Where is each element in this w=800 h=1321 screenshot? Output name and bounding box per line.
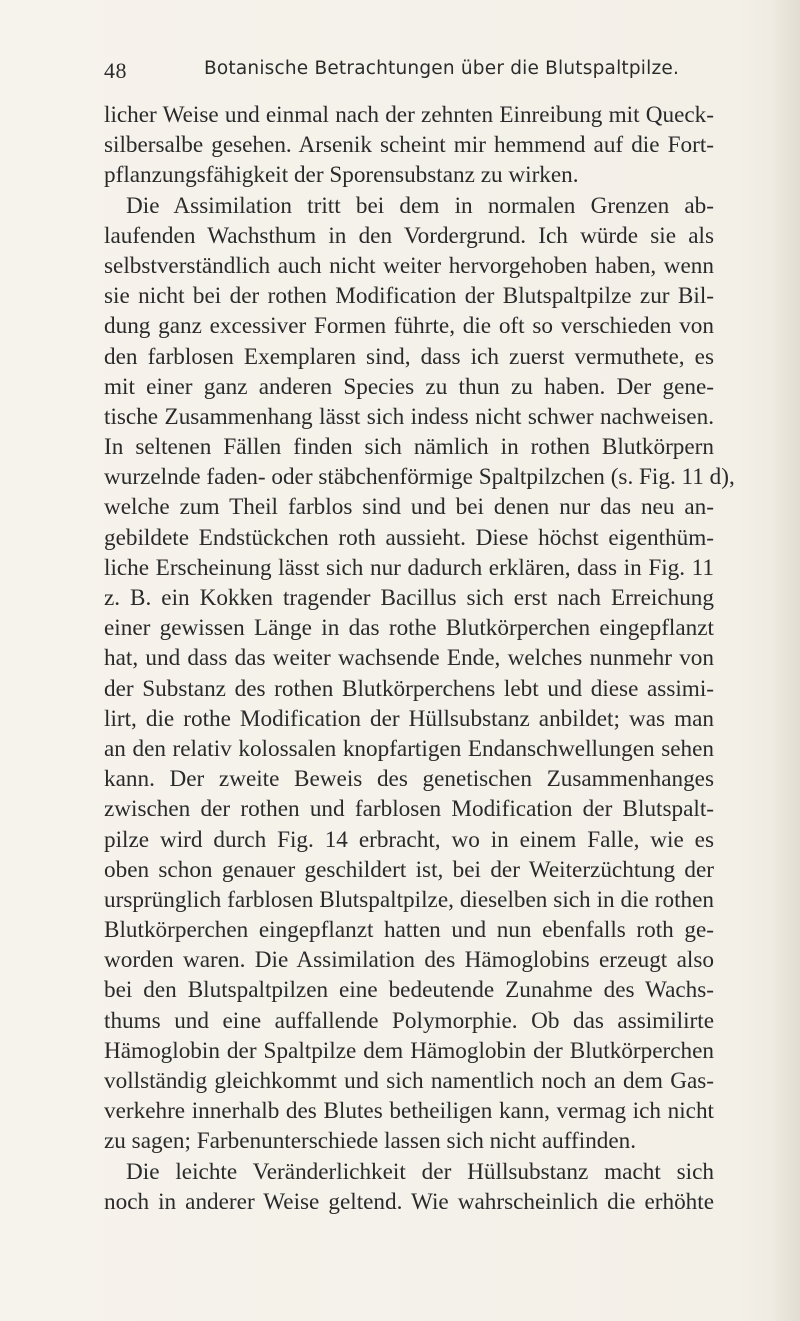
text-line: In seltenen Fällen finden sich nämlich in rothen Blutkörpern: [104, 434, 714, 461]
text-line: z. B. ein Kokken tragender Bacillus sich erst nach Erreichung: [104, 585, 714, 611]
text-line: Die Assimilation tritt bei dem in normalen Grenzen ab-: [126, 192, 714, 219]
text-line: liche Erscheinung lässt sich nur dadurch erklären, dass in Fig. 11: [104, 554, 714, 581]
page-number: 48: [104, 58, 127, 83]
text-line: lirt, die rothe Modification der Hüllsubstanz anbildet; was man: [104, 705, 714, 732]
page-header: [104, 58, 744, 92]
text-line: mit einer ganz anderen Species zu thun zu haben. Der gene-: [104, 373, 714, 400]
text-line: worden waren. Die Assimilation des Hämoglobins erzeugt also: [104, 947, 714, 974]
text-line: Hämoglobin der Spaltpilze dem Hämoglobin der Blutkörperchen: [104, 1037, 714, 1064]
text-line: an den relativ kolossalen knopfartigen Endanschwellungen sehen: [104, 735, 714, 762]
text-line: Blutkörperchen eingepflanzt hatten und nun ebenfalls roth ge-: [104, 917, 714, 944]
text-line: der Substanz des rothen Blutkörperchens lebt und diese assimi-: [104, 675, 714, 702]
text-line: licher Weise und einmal nach der zehnten Einreibung mit Queck-: [104, 102, 714, 128]
text-line: silbersalbe gesehen. Arsenik scheint mir hemmend auf die Fort-: [104, 132, 714, 159]
text-line: dung ganz excessiver Formen führte, die oft so verschieden von: [104, 313, 714, 340]
text-line: pflanzungsfähigkeit der Sporensubstanz zu wirken.: [104, 162, 579, 189]
text-line: vollständig gleichkommt und sich namentlich noch an dem Gas-: [104, 1068, 714, 1094]
text-line: selbstverständlich auch nicht weiter hervorgehoben haben, wenn: [104, 252, 714, 279]
text-line: oben schon genauer geschildert ist, bei der Weiterzüchtung der: [104, 856, 714, 883]
text-line: einer gewissen Länge in das rothe Blutkörperchen eingepflanzt: [104, 615, 714, 642]
text-line: wurzelnde faden- oder stäbchenförmige Spaltpilzchen (s. Fig. 11 d),: [104, 464, 735, 491]
text-line: zwischen der rothen und farblosen Modification der Blutspalt-: [104, 796, 714, 823]
text-line: tische Zusammenhang lässt sich indess nicht schwer nachweisen.: [104, 403, 714, 430]
body-text: [104, 100, 735, 1217]
text-line: den farblosen Exemplaren sind, dass ich zuerst vermuthete, es: [104, 343, 714, 370]
text-line: bei den Blutspaltpilzen eine bedeutende Zunahme des Wachs-: [104, 977, 714, 1004]
text-line: welche zum Theil farblos sind und bei denen nur das neu an-: [104, 494, 714, 521]
page-edge-shadow: [770, 0, 800, 1321]
text-line: zu sagen; Farbenunterschiede lassen sich nicht auffinden.: [104, 1128, 637, 1155]
text-line: thums und eine auffallende Polymorphie. Ob das assimilirte: [104, 1007, 714, 1034]
text-line: hat, und dass das weiter wachsende Ende, welches nunmehr von: [104, 645, 714, 672]
text-line: verkehre innerhalb des Blutes betheiligen kann, vermag ich nicht: [104, 1098, 714, 1125]
text-line: Die leichte Veränderlichkeit der Hüllsubstanz macht sich: [126, 1158, 714, 1185]
text-line: gebildete Endstückchen roth aussieht. Diese höchst eigenthüm-: [104, 524, 714, 551]
running-title: Botanische Betrachtungen über die Blutspaltpilze.: [204, 58, 680, 79]
text-line: pilze wird durch Fig. 14 erbracht, wo in einem Falle, wie es: [104, 826, 714, 853]
text-line: laufenden Wachsthum in den Vordergrund. Ich würde sie als: [104, 222, 714, 249]
text-line: ursprünglich farblosen Blutspaltpilze, dieselben sich in die rothen: [104, 886, 714, 913]
text-line: kann. Der zweite Beweis des genetischen Zusammenhanges: [104, 766, 714, 793]
text-line: noch in anderer Weise geltend. Wie wahrscheinlich die erhöhte: [104, 1188, 714, 1215]
text-line: sie nicht bei der rothen Modification der Blutspaltpilze zur Bil-: [104, 283, 714, 310]
